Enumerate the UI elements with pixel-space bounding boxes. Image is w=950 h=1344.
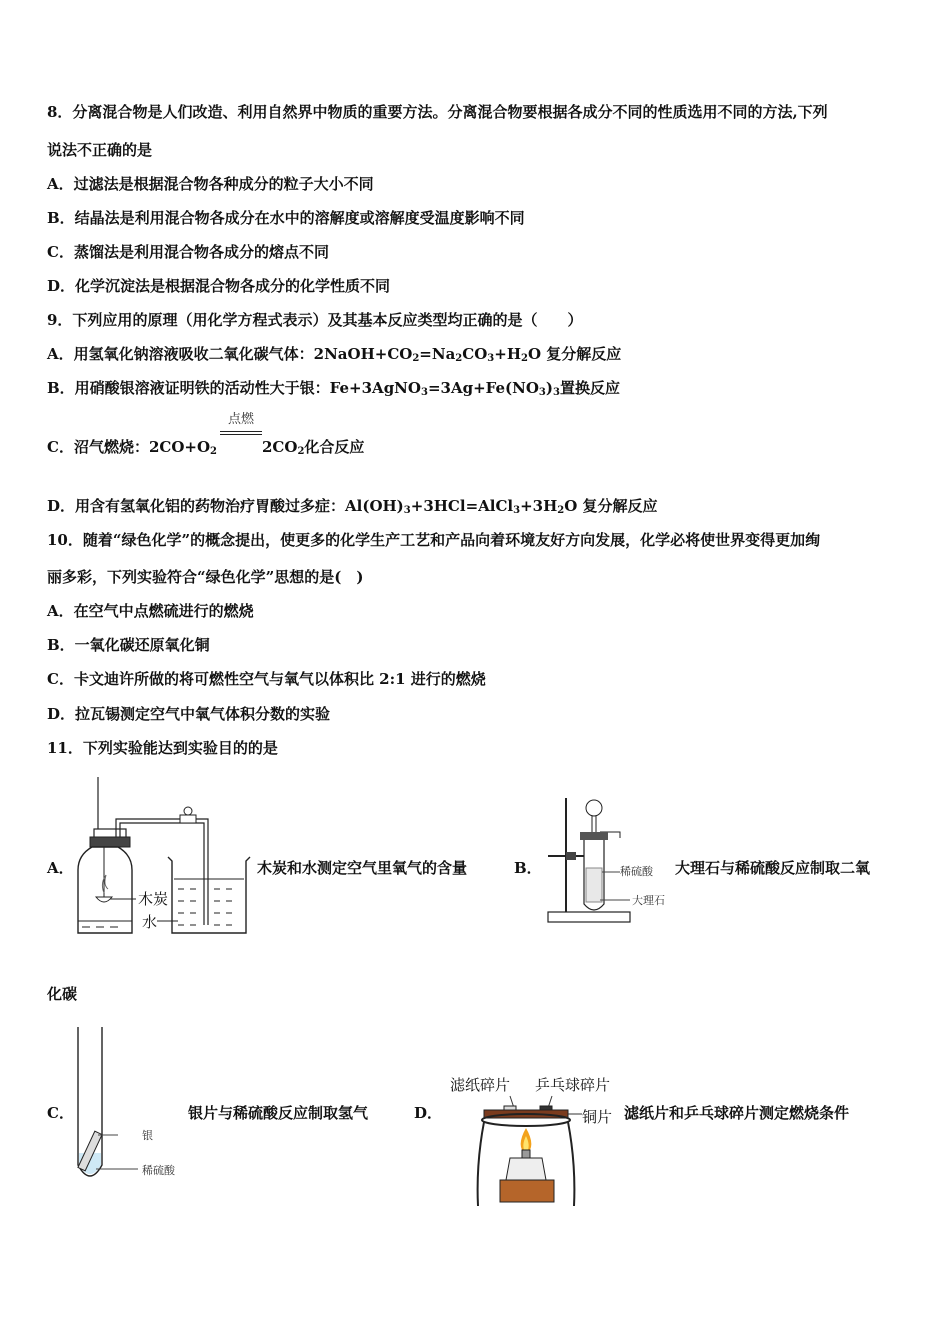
q8-stem-line2: 说法不正确的是 [47,141,153,159]
subscript: 2 [455,353,463,364]
label-copper-sheet: 铜片 [582,1108,613,1126]
subscript: 2 [412,353,420,364]
q10-option-b: B．一氧化碳还原氧化铜 [47,636,210,654]
q11-stem: 11．下列实验能达到实验目的的是 [47,739,278,757]
subscript: 2 [210,446,217,457]
q8-option-a: A．过滤法是根据混合物各种成分的粒子大小不同 [47,175,374,193]
q11-option-a-text: 木炭和水测定空气里氧气的含量 [257,859,468,877]
q11-option-b-text: 大理石与稀硫酸反应制取二氧 [675,859,871,877]
q10-stem-line1: 10．随着“绿色化学”的概念提出，使更多的化学生产工艺和产品向着环境友好方向发展，化学必将使世界变得更加绚 [47,531,821,549]
q9-d-text: +3HCl=AlCl [410,497,514,515]
condition-label: 点燃 [227,412,254,427]
subscript: 3 [487,353,495,364]
q9-d-text: O 复分解反应 [564,497,658,515]
q9-b-text: =3Ag+Fe(NO [427,379,539,397]
equals-line-bottom [220,434,262,435]
q9-a-text: =Na [419,345,456,363]
q8-option-d: D．化学沉淀法是根据混合物各成分的化学性质不同 [47,277,391,295]
q9-a-text: +H [494,345,521,363]
q9-a-text: A．用氢氧化钠溶液吸收二氧化碳气体：2NaOH+CO [47,345,413,363]
label-filter-paper: 滤纸碎片 [450,1076,511,1094]
q9-b-text: B．用硝酸银溶液证明铁的活动性大于银：Fe+3AgNO [47,379,421,397]
label-marble: 大理石 [632,894,665,907]
q9-option-c-product [262,437,364,462]
reaction-condition [220,412,262,435]
q9-d-text: +3H [520,497,558,515]
q9-a-text: CO [462,345,488,363]
label-water: 水 [142,913,158,931]
q9-c-text: 2CO [262,438,298,456]
label-charcoal: 木炭 [138,890,169,908]
q10-option-d: D．拉瓦锡测定空气中氧气体积分数的实验 [47,705,331,723]
q9-stem: 9．下列应用的原理（用化学方程式表示）及其基本反应类型均正确的是（ ） [47,311,583,329]
q9-option-c [47,437,217,462]
subscript: 2 [297,446,305,457]
subscript: 3 [552,387,560,398]
q11-option-b-letter: B． [514,859,542,877]
subscript: 3 [513,505,521,516]
q9-b-text: ) [545,379,553,397]
subscript: 3 [403,505,411,516]
q9-option-a [47,344,621,369]
q9-a-text: O 复分解反应 [527,345,622,363]
equals-line-top [220,431,262,432]
q10-stem-line2: 丽多彩，下列实验符合“绿色化学”思想的是( ) [47,568,364,586]
label-silver: 银 [142,1129,153,1142]
subscript: 3 [420,387,428,398]
q9-c-text: C．沼气燃烧：2CO+O [47,438,211,456]
q9-option-b [47,378,620,403]
q8-option-b: B．结晶法是利用混合物各成分在水中的溶解度或溶解度受温度影响不同 [47,209,525,227]
subscript: 2 [557,505,565,516]
subscript: 2 [521,353,528,364]
q11-option-b-text-cont: 化碳 [47,985,78,1003]
label-dilute-sulfuric-acid: 稀硫酸 [620,865,653,878]
q11-option-a-letter: A． [47,859,74,877]
q8-option-c: C．蒸馏法是利用混合物各成分的熔点不同 [47,243,329,261]
q11-option-d-text: 滤纸片和乒乓球碎片测定燃烧条件 [624,1104,850,1122]
q10-option-a: A．在空气中点燃硫进行的燃烧 [47,602,254,620]
q11-option-d-letter: D． [414,1104,443,1122]
q10-option-c: C．卡文迪许所做的将可燃性空气与氧气以体积比 2:1 进行的燃烧 [47,670,486,688]
q9-c-text: 化合反应 [304,438,365,456]
apparatus-c-figure [72,1025,142,1190]
label-dilute-sulfuric-acid-c: 稀硫酸 [142,1164,175,1177]
apparatus-a-figure [70,775,255,940]
apparatus-d-figure [470,1094,585,1209]
q9-d-text: D．用含有氢氧化铝的药物治疗胃酸过多症：Al(OH) [47,497,404,515]
q11-option-c-text: 银片与稀硫酸反应制取氢气 [188,1104,369,1122]
q8-stem-line1: 8．分离混合物是人们改造、利用自然界中物质的重要方法。分离混合物要根据各成分不同的性质选用不同的方法,下列 [47,103,828,121]
q9-b-text: 置换反应 [559,379,620,397]
q9-option-d [47,496,658,521]
q11-option-c-letter: C． [47,1104,74,1122]
label-pingpong: 乒乓球碎片 [535,1076,611,1094]
subscript: 3 [538,387,546,398]
